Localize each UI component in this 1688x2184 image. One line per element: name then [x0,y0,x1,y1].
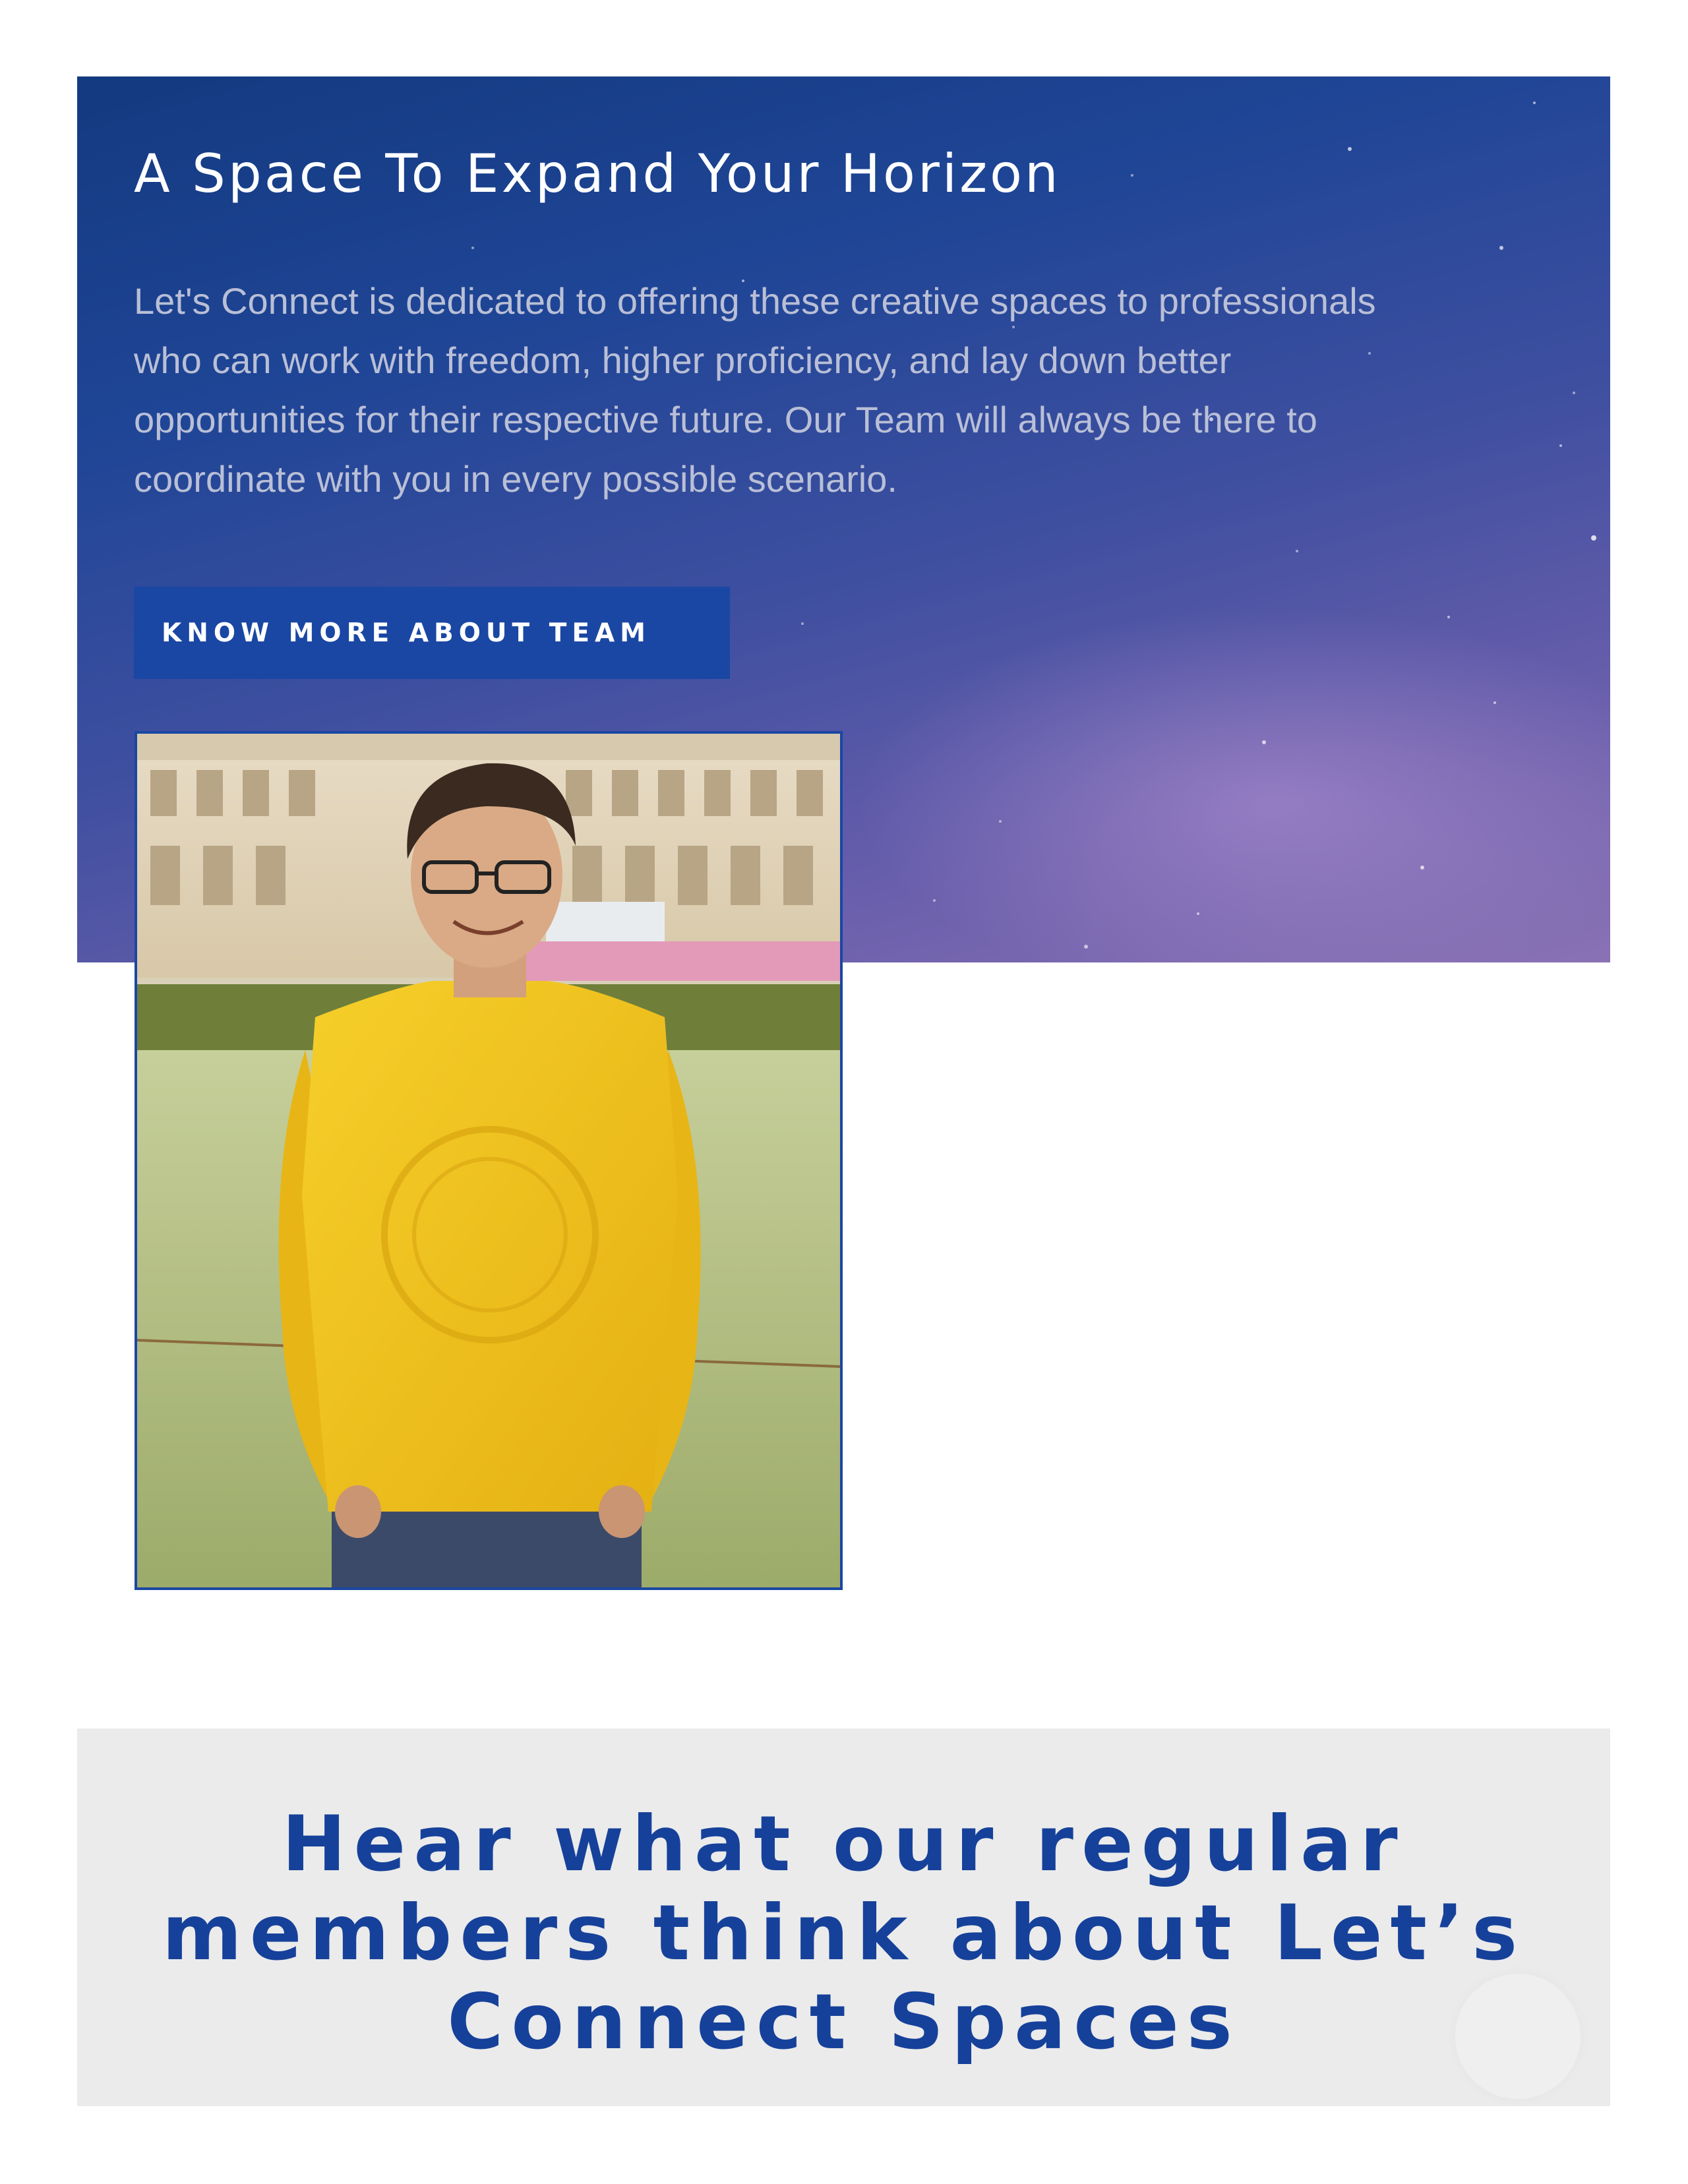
hero-title: A Space To Expand Your Horizon [134,143,1061,204]
team-member-photo [135,731,843,1590]
testimonials-heading: Hear what our regular members think about Let’s Connect Spaces [162,1800,1526,2067]
chat-widget-button[interactable] [1455,1974,1581,2099]
know-more-about-team-button[interactable]: KNOW MORE ABOUT TEAM [134,587,730,679]
team-member-photo-illustration [137,734,840,1587]
testimonials-section [77,1728,1610,2106]
hero-description: Let's Connect is dedicated to offering these creative spaces to professionals who can work with freedom, higher proficiency, and lay down better opportunities for their respective future. Our Team will always be there to coordinate with you in every possible scenario. [134,280,1376,500]
